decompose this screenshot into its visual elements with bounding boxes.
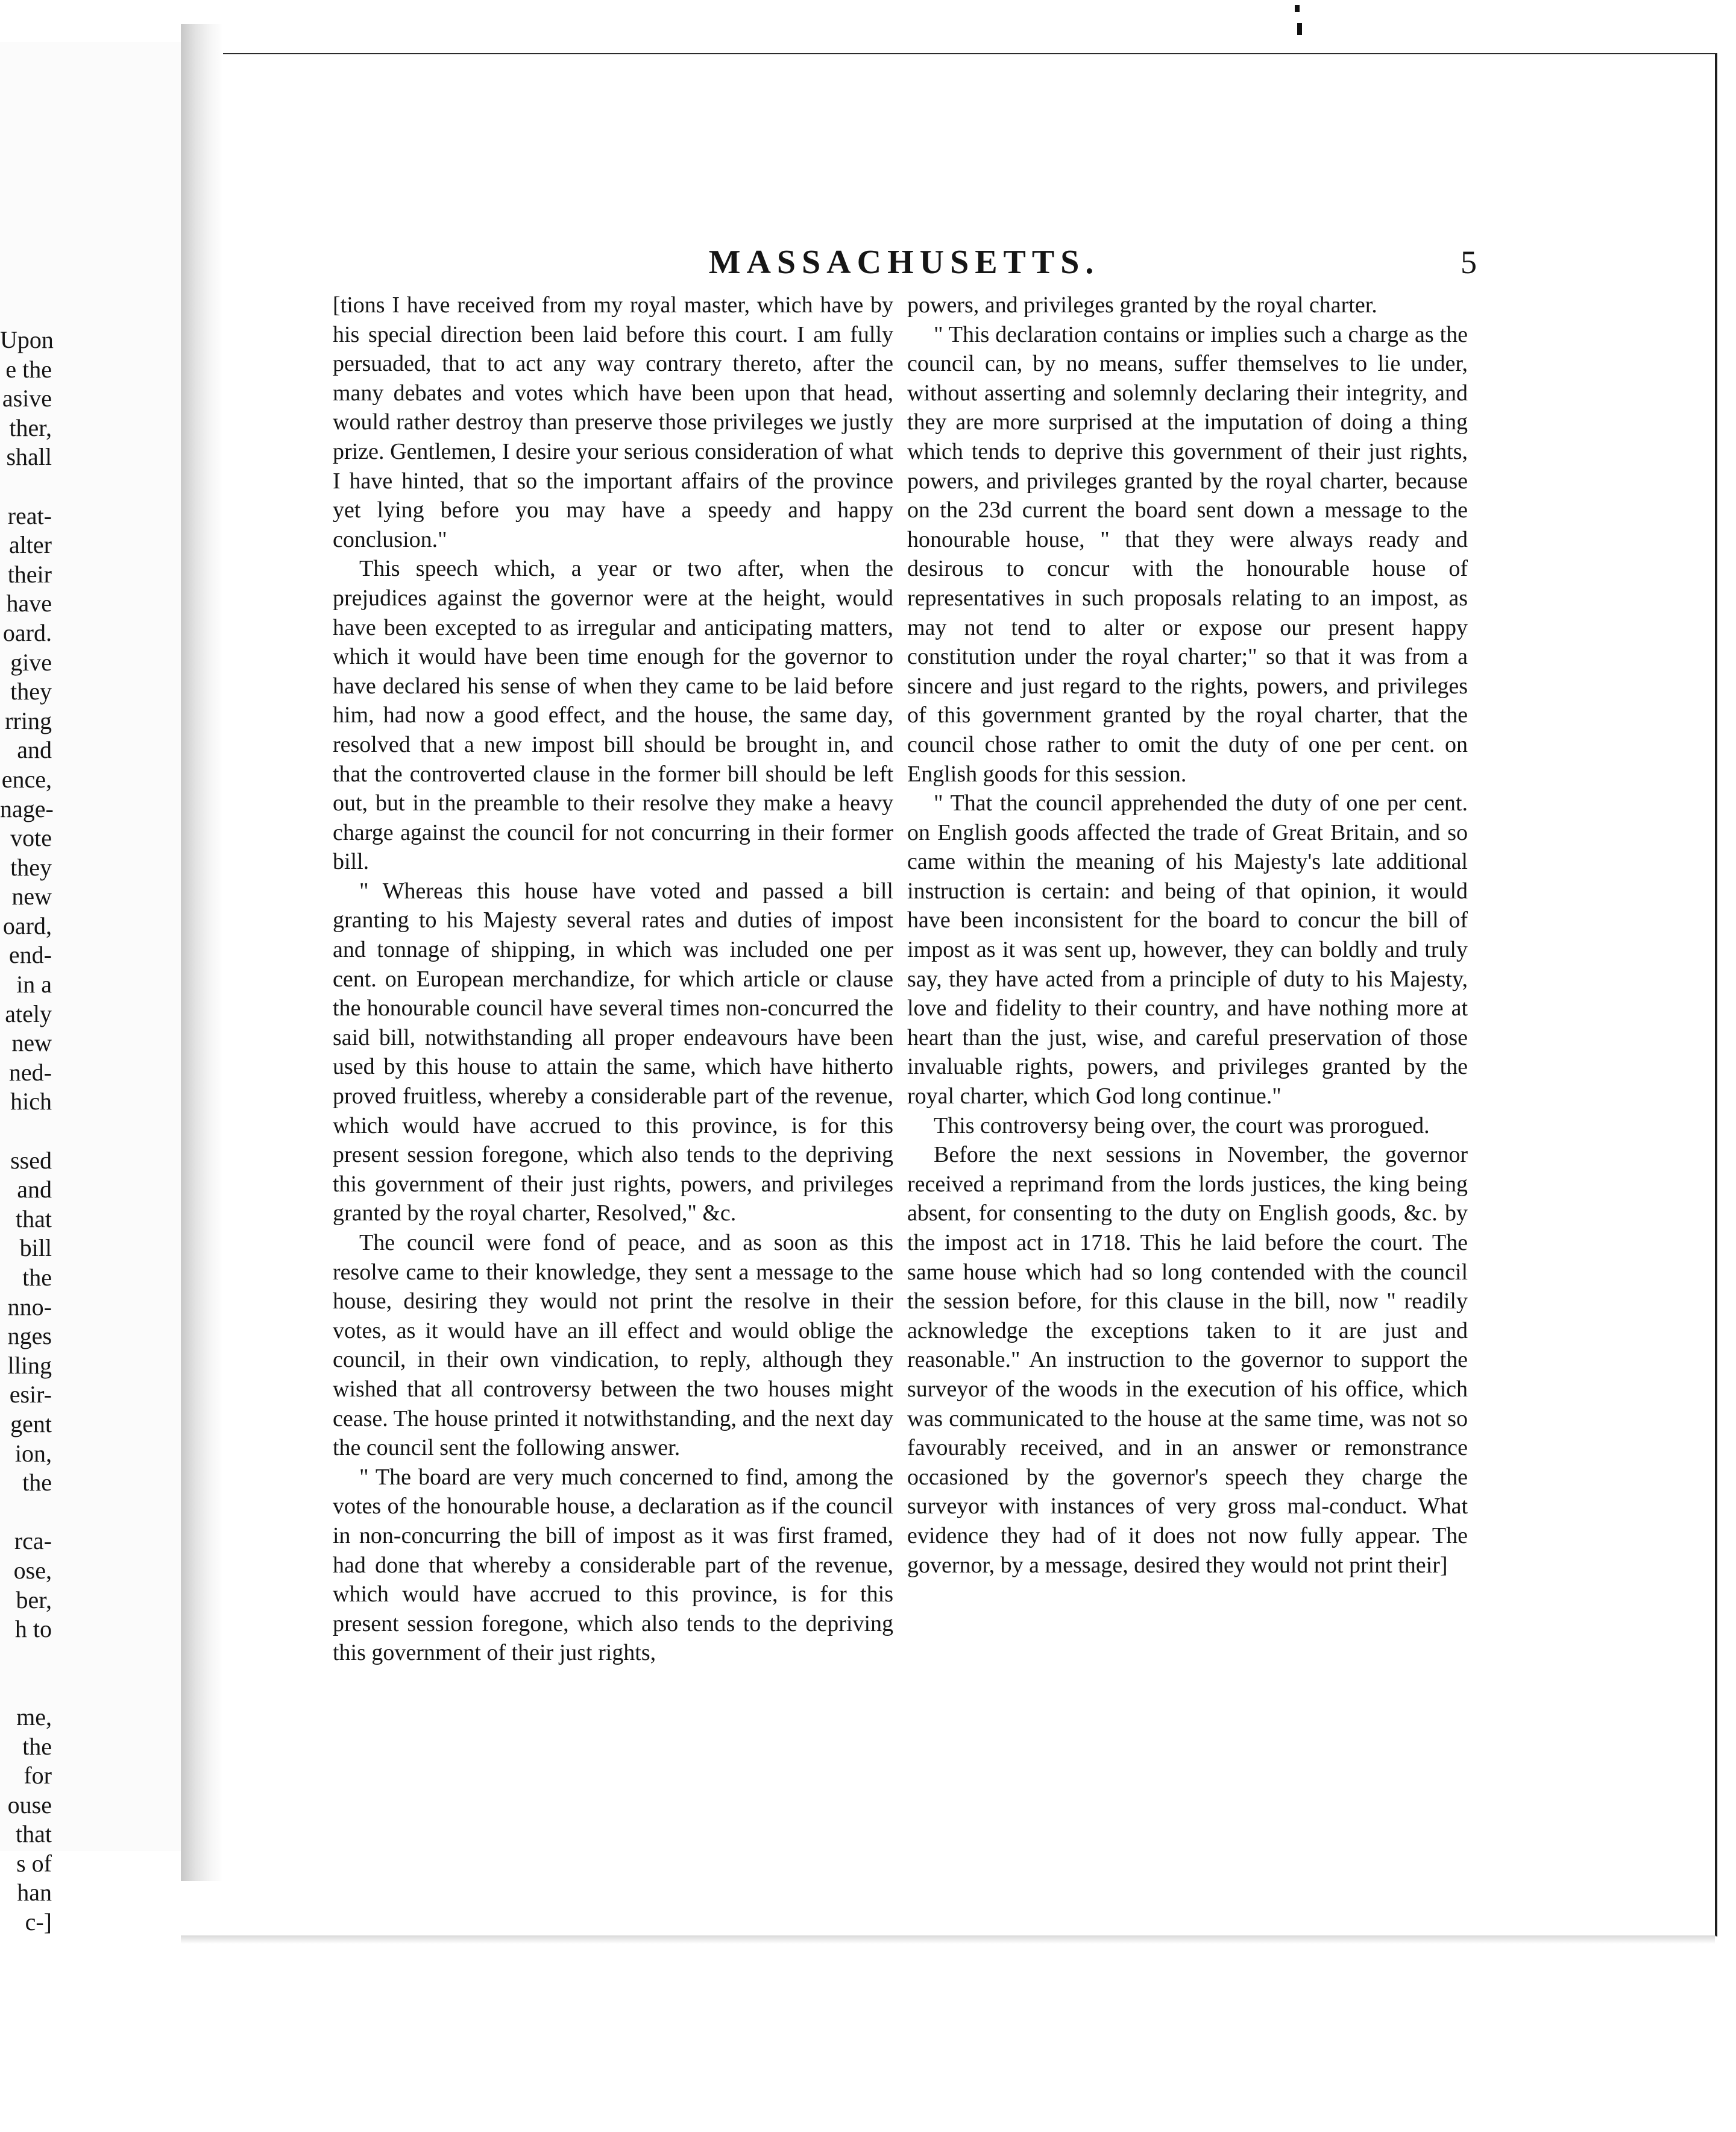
facing-page-fragment: ned-: [8, 1058, 52, 1086]
facing-page-edge: [0, 42, 181, 1936]
binding-gutter: [181, 24, 223, 1881]
paragraph: " Whereas this house have voted and passed a bill granting to his Majesty several rates and duties of impost and tonnage of shipping, in which was included one per cent. on European merchandize, for which article or clause the honourable council have several times non-concurred the said bill, notwithstanding all proper endeavours have been used by this house to attain the same, which have hitherto proved fruitless, whereby a considerable part of the revenue, which would have accrued to this province, is for this present session foregone, which also tends to the depriving this government of their just rights, powers, and privileges granted by the royal charter, Resolved," &c.: [333, 878, 893, 1226]
facing-page-fragment: ther,: [9, 414, 52, 441]
facing-page-fragment: [0, 472, 52, 502]
facing-page-fragment: ouse: [7, 1791, 52, 1818]
facing-page-fragment: nage-: [0, 795, 54, 822]
facing-page-fragment: ately: [5, 1000, 52, 1027]
facing-page-fragment: [0, 1644, 52, 1674]
facing-page-fragment: han: [17, 1879, 52, 1906]
paragraph: Before the next sessions in November, the governor received a reprimand from the lords justices, the king being absent, for consenting to the duty on English goods, &c. by the impost act in 1718. This he laid before the court. The same house which had so long contended with the council the session before, for this clause in the bill, now " readily acknowledge the exceptions taken to it are just and reasonable." An instruction to the governor to support the surveyor of the woods in the execution of his office, which was communicated to the house at the same time, was not so favourably received, and in an answer or remonstrance occasioned by the governor's speech they charge the surveyor with instances of very gross mal-conduct. What evidence they had of it does not now fully appear. The governor, by a message, desired they would not print their]: [907, 1142, 1468, 1578]
facing-page-fragment: rca-: [14, 1527, 52, 1555]
facing-page-fragment: end-: [8, 941, 52, 969]
facing-page-fragment: hich: [10, 1088, 52, 1115]
facing-page-fragment: oard,: [2, 912, 52, 939]
facing-page-fragment: nno-: [7, 1293, 52, 1320]
facing-page-fragment: the: [22, 1469, 52, 1496]
facing-page-fragment: esir-: [9, 1381, 52, 1408]
text-column-right: [907, 291, 1468, 1580]
paragraph: The council were fond of peace, and as soon as this resolve came to their knowledge, they sent a message to the house, desiring they would not print the resolve in their votes, as it would have an ill effect and would oblige the council, in their own vindication, to reply, although they wished that all controversy between the two houses might cease. The house printed it notwithstanding, and the next day the council sent the following answer.: [333, 1230, 893, 1461]
facing-page-fragment: give: [10, 648, 52, 676]
facing-page-fragment: and: [17, 1176, 52, 1203]
paragraph: " This declaration contains or implies such a charge as the council can, by no means, suffer themselves to lie under, without asserting and solemnly declaring their integrity, and they are more surprised at the imputation of doing a thing which tends to deprive this government of their just rights, powers, and privileges granted by the royal charter, because on the 23d current the board sent down a message to the honourable house, " that they were always ready and desirous to concur with the honourable house of representatives in such proposals relating to an impost, as may not tend to alter or expose our present happy constitution under the royal charter;" so that it was from a sincere and just regard to the rights, powers, and privileges of this government granted by the royal charter, that the council chose rather to omit the duty of one per cent. on English goods for this session.: [907, 321, 1468, 787]
facing-page-fragment: new: [11, 1029, 52, 1057]
paragraph: " That the council apprehended the duty of one per cent. on English goods affected the trade of Great Britain, and so came within the meaning of his Majesty's late additional instruction is certain: and being of that opinion, it would have been inconsistent for the board to concur the bill of impost as it was sent up, however, they can boldly and truly say, they have acted from a principle of duty to his Majesty, love and fidelity to their country, and have nothing more at heart than the just, wise, and careful preservation of those invaluable rights, powers, and privileges granted by the royal charter, which God long continue.": [907, 790, 1468, 1109]
facing-page-fragment: me,: [16, 1703, 52, 1730]
page-number: 5: [1461, 244, 1477, 280]
paragraph: powers, and privileges granted by the royal charter.: [907, 292, 1377, 318]
scan-speck: [1297, 23, 1302, 35]
facing-page-fragment: [0, 1117, 52, 1146]
text-column-left: [333, 291, 893, 1668]
facing-page-fragment: asive: [2, 385, 52, 412]
facing-page-fragment: the: [22, 1732, 52, 1760]
facing-page-fragment: ence,: [1, 765, 52, 793]
facing-page-fragment: the: [22, 1264, 52, 1291]
facing-page-fragment: Upon: [0, 326, 54, 353]
facing-page-fragment: have: [6, 590, 52, 617]
facing-page-fragment: new: [11, 883, 52, 910]
facing-page-fragment: that: [16, 1205, 52, 1232]
page-bottom-shadow: [181, 1935, 1715, 1944]
paragraph: This controversy being over, the court was prorogued.: [934, 1112, 1430, 1138]
facing-page-fragment: ber,: [16, 1586, 52, 1613]
facing-page-fragment: alter: [8, 531, 52, 559]
facing-page-fragment: rring: [5, 707, 52, 734]
facing-page-fragment: e the: [5, 355, 52, 383]
facing-page-fragment: oard.: [2, 619, 52, 646]
facing-page-fragment: vote: [10, 824, 52, 852]
facing-page-fragment: ion,: [14, 1439, 52, 1467]
running-head: MASSACHUSETTS.: [708, 244, 1100, 281]
facing-page-fragment: that: [16, 1820, 52, 1848]
facing-page-fragment: they: [10, 853, 52, 881]
facing-page-fragment: ssed: [10, 1146, 52, 1174]
facing-page-fragment: reat-: [7, 502, 52, 529]
scan-speck: [1295, 5, 1300, 12]
facing-page-fragment: c-]: [25, 1908, 52, 1936]
facing-page-fragment: they: [10, 678, 52, 705]
facing-page-fragment: in a: [16, 971, 52, 998]
facing-page-fragment: [0, 1498, 52, 1527]
facing-page-fragment: lling: [7, 1351, 52, 1379]
facing-page-fragment: s of: [16, 1849, 52, 1877]
facing-page-fragment: nges: [7, 1322, 52, 1350]
facing-page-fragment: [0, 1673, 52, 1703]
paragraph: [tions I have received from my royal master, which have by his special direction been laid before this court. I am fully persuaded, that to act any way contrary thereto, after the many debates and votes which have been upon that head, would rather destroy than preserve those privileges we justly prize. Gentlemen, I desire your serious consideration of what I have hinted, that so the important affairs of the province yet lying before you may have a speedy and happy conclusion.": [333, 292, 893, 552]
paragraph: " The board are very much concerned to find, among the votes of the honourable house, a declaration as if the council in non-concurring the bill of impost as it was first framed, had done that whereby a considerable part of the revenue, which would have accrued to this province, is for this present session foregone, which also tends to the depriving this government of their just rights,: [333, 1464, 893, 1666]
facing-page-fragment: gent: [10, 1410, 52, 1437]
paragraph: This speech which, a year or two after, when the prejudices against the governor were at the height, would have been excepted to as irregular and anticipating matters, which it would have been time enough for the governor to have declared his sense of when they came to be laid before him, had now a good effect, and the house, the same day, resolved that a new impost bill should be brought in, and that the controverted clause in the former bill should be left out, but in the preamble to their resolve they make a heavy charge against the council for not concurring in their former bill.: [333, 556, 893, 875]
facing-page-fragment: ose,: [13, 1556, 52, 1584]
facing-page-fragment: bill: [19, 1234, 52, 1262]
facing-page-fragment: and: [17, 736, 52, 764]
facing-page-fragments: [0, 326, 52, 1937]
facing-page-fragment: their: [7, 560, 52, 588]
facing-page-fragment: for: [24, 1762, 52, 1790]
facing-page-fragment: shall: [6, 443, 52, 471]
facing-page-fragment: h to: [14, 1615, 52, 1643]
